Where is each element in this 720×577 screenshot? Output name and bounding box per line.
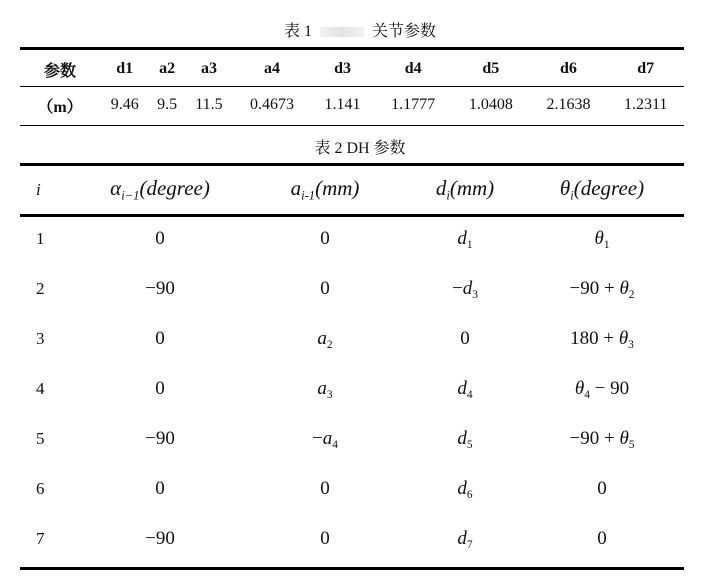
alpha-cell: −90 xyxy=(145,528,175,549)
table-header-row xyxy=(20,166,684,214)
header-a: $a_{i-1}(mm)$ xyxy=(290,176,360,203)
dh-params-table xyxy=(20,166,684,564)
theta-cell: $-90 + \theta_2$ xyxy=(569,277,635,301)
a-cell: 0 xyxy=(320,227,330,249)
header-alpha: $\alpha_{i-1}(degree)$ xyxy=(110,176,210,203)
table-row xyxy=(20,214,684,264)
table1-top-rule xyxy=(20,47,684,50)
table-cell: 11.5 xyxy=(195,96,223,113)
joint-params-table xyxy=(20,52,684,124)
table-row xyxy=(20,364,684,414)
header-cell: d7 xyxy=(637,60,655,77)
table-cell: 0.4673 xyxy=(249,96,294,113)
table-row xyxy=(20,414,684,464)
alpha-cell: 0 xyxy=(155,478,165,499)
row-index: 6 xyxy=(36,479,45,498)
table-row xyxy=(20,314,684,364)
d-cell: 0 xyxy=(460,327,470,349)
row-index: 7 xyxy=(36,529,45,548)
a-cell: $a_2$ xyxy=(317,327,333,351)
table2-caption: 表 2 DH 参数 xyxy=(314,140,406,157)
header-cell: a4 xyxy=(263,60,280,77)
header-cell: a2 xyxy=(159,60,176,77)
table1-bottom-rule xyxy=(20,125,684,126)
a-cell: 0 xyxy=(320,527,330,549)
table-row xyxy=(20,86,684,124)
table1-caption xyxy=(0,18,720,41)
header-cell: d3 xyxy=(334,60,351,77)
table1-header-rule xyxy=(20,86,684,87)
table1-caption-prefix: 表 1 xyxy=(283,23,312,40)
table2-header-rule xyxy=(20,214,684,217)
table-row xyxy=(20,464,684,514)
d-cell: $d_6$ xyxy=(457,477,473,501)
alpha-cell: 0 xyxy=(155,378,165,399)
table-row xyxy=(20,514,684,564)
theta-cell: $-90 + \theta_5$ xyxy=(569,427,635,451)
header-index: i xyxy=(36,180,41,199)
row-index: 4 xyxy=(36,379,45,398)
a-cell: $-a_4$ xyxy=(312,427,338,451)
table-cell: 1.0408 xyxy=(468,96,513,113)
header-cell: a3 xyxy=(200,60,217,77)
table-cell: 1.2311 xyxy=(623,96,668,113)
row-index: 5 xyxy=(36,429,45,448)
header-cell: 参数 xyxy=(44,62,77,80)
blurred-text xyxy=(320,27,364,37)
row-index: 3 xyxy=(36,329,45,348)
a-cell: 0 xyxy=(320,277,330,299)
alpha-cell: 0 xyxy=(155,328,165,349)
theta-cell: 0 xyxy=(597,527,607,549)
table1-caption-suffix: 关节参数 xyxy=(372,23,437,40)
d-cell: $d_5$ xyxy=(457,427,473,451)
table-header-row xyxy=(20,52,684,86)
a-cell: $a_3$ xyxy=(317,377,333,401)
header-theta: $\theta_i(degree)$ xyxy=(559,176,645,203)
header-d: $d_i(mm)$ xyxy=(435,176,495,203)
header-cell: d1 xyxy=(116,60,134,77)
theta-cell: 0 xyxy=(597,477,607,499)
row-index: 1 xyxy=(36,229,45,248)
alpha-cell: 0 xyxy=(155,228,165,249)
alpha-cell: −90 xyxy=(145,428,175,449)
table-row xyxy=(20,264,684,314)
table-cell: 1.1777 xyxy=(391,96,436,113)
header-cell: d6 xyxy=(560,60,577,77)
a-cell: 0 xyxy=(320,477,330,499)
theta-cell: $180 + \theta_3$ xyxy=(570,327,634,351)
d-cell: $-d_3$ xyxy=(452,277,478,301)
table2-bottom-rule xyxy=(20,567,684,570)
theta-cell: $\theta_1$ xyxy=(594,227,610,251)
d-cell: $d_7$ xyxy=(457,527,473,551)
header-cell: d4 xyxy=(404,60,422,77)
d-cell: $d_1$ xyxy=(457,227,473,251)
alpha-cell: −90 xyxy=(145,278,175,299)
unit-cell: （m） xyxy=(37,98,83,116)
table-cell: 9.46 xyxy=(110,96,139,113)
header-cell: d5 xyxy=(482,60,500,77)
table-cell: 1.141 xyxy=(324,96,361,113)
table-cell: 2.1638 xyxy=(546,96,591,113)
table-cell: 9.5 xyxy=(157,96,178,113)
row-index: 2 xyxy=(36,279,45,298)
d-cell: $d_4$ xyxy=(457,377,473,401)
theta-cell: $\theta_4 - 90$ xyxy=(574,377,630,401)
